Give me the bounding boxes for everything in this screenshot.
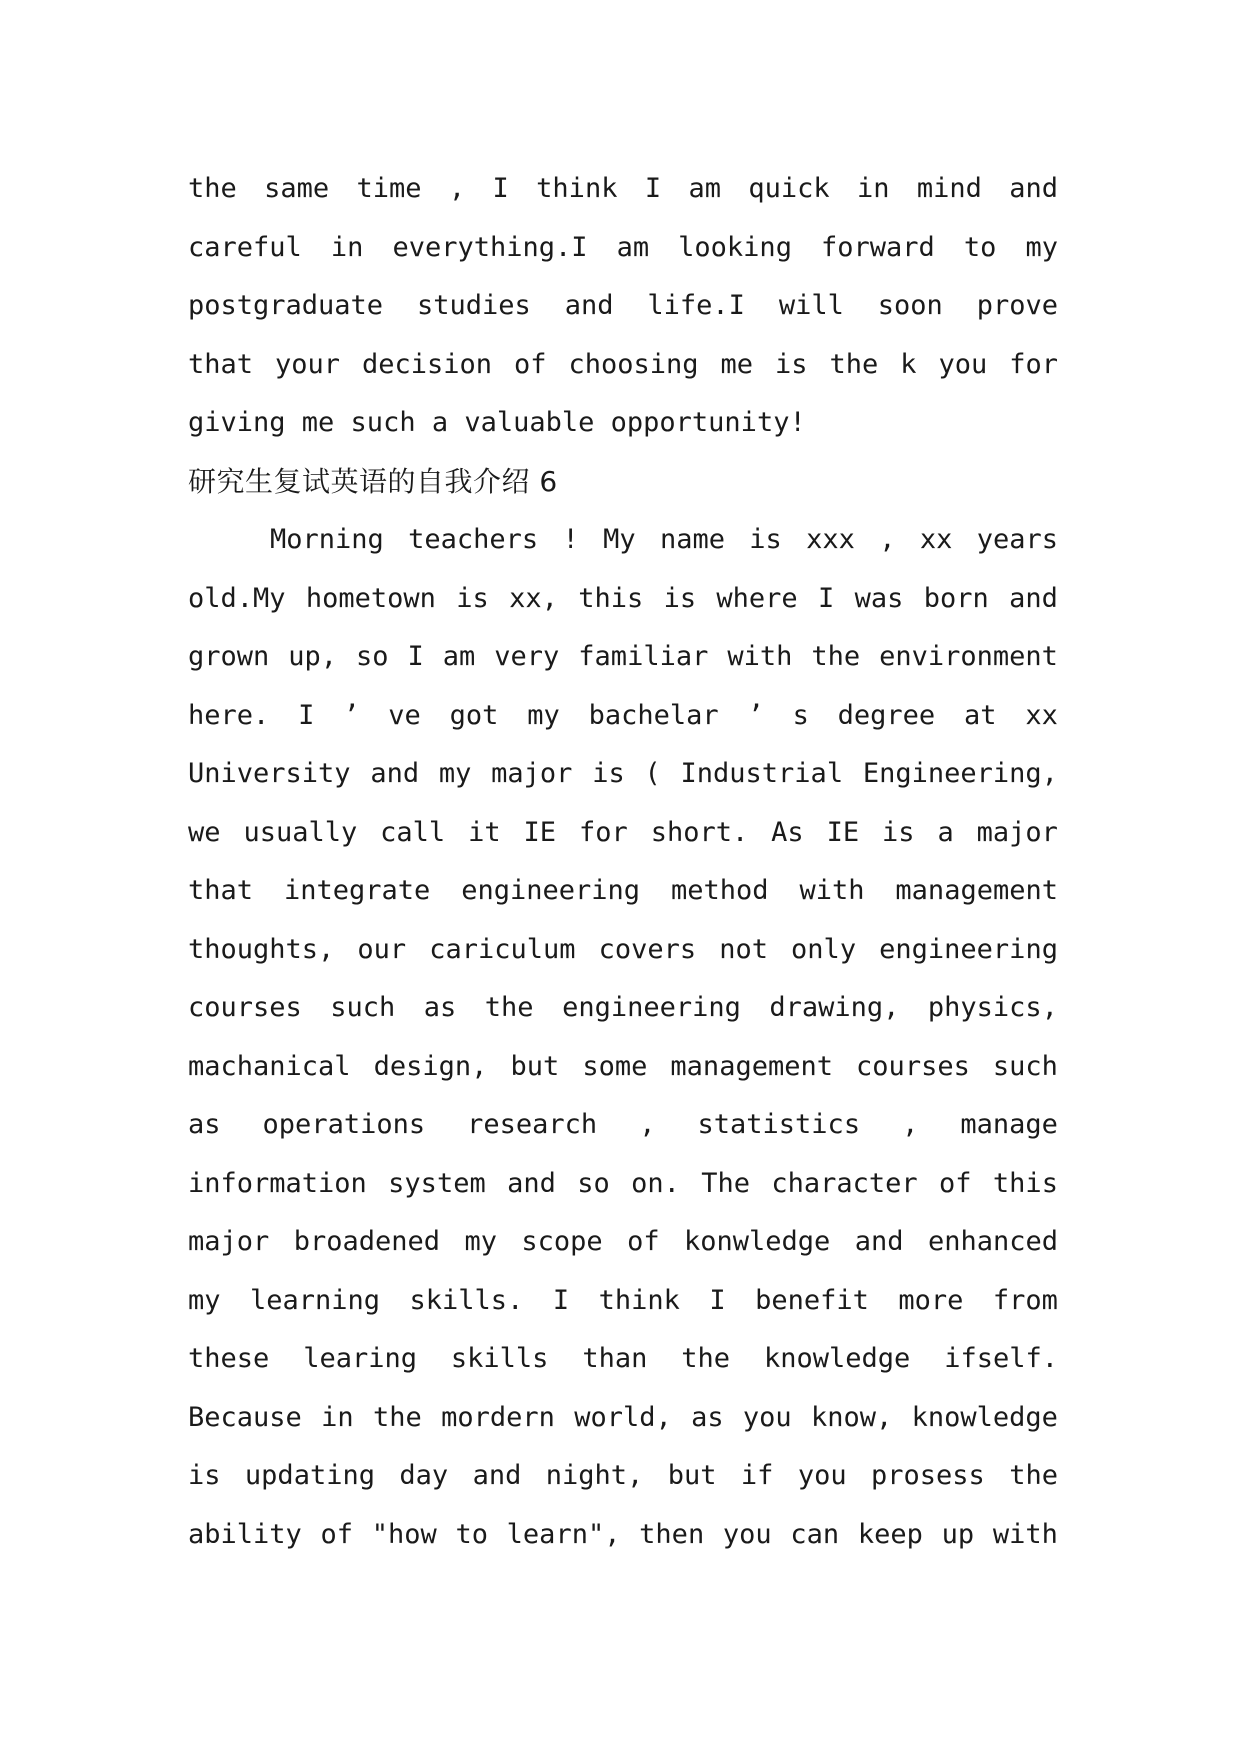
word: familiar — [578, 641, 709, 672]
paragraph-line — [188, 1506, 1058, 1565]
word: character — [771, 1167, 918, 1199]
word: it — [468, 816, 501, 848]
word: My — [603, 524, 636, 555]
word: keep — [857, 1518, 923, 1550]
word: I — [552, 1284, 570, 1316]
word: , — [879, 524, 896, 555]
word: call — [380, 816, 446, 848]
word: this — [578, 582, 644, 614]
word: if — [740, 1460, 774, 1491]
word: very — [494, 641, 560, 672]
word: to — [963, 231, 997, 263]
word: is — [188, 1460, 221, 1491]
paragraph-line — [188, 1272, 1058, 1331]
paragraph-line — [188, 687, 1058, 746]
word: only — [791, 933, 857, 965]
word: research — [467, 1109, 598, 1140]
word: our — [357, 933, 407, 965]
word: life.I — [647, 290, 745, 321]
word: of — [627, 1226, 660, 1257]
word: of — [939, 1167, 972, 1199]
paragraph-line — [188, 1330, 1058, 1389]
word: with — [992, 1518, 1058, 1550]
word: statistics — [697, 1109, 861, 1140]
word: is — [456, 582, 489, 614]
word: I — [492, 173, 509, 204]
word: time — [356, 173, 422, 204]
word: engineering — [461, 875, 641, 906]
word: soon — [877, 290, 943, 321]
word: konwledge — [684, 1226, 831, 1257]
word: that — [188, 875, 254, 906]
paragraph-line — [188, 1213, 1058, 1272]
word: at — [964, 699, 997, 731]
word: and — [472, 1460, 522, 1491]
word: you — [797, 1460, 847, 1491]
word: method — [670, 875, 769, 906]
word: As — [771, 816, 804, 848]
word: I — [644, 173, 662, 204]
word: will — [778, 290, 844, 321]
word: the — [1009, 1460, 1058, 1491]
word: learning — [250, 1284, 381, 1316]
paragraph-line — [188, 277, 1058, 336]
word: major — [976, 816, 1058, 848]
word: management — [895, 875, 1058, 906]
word: operations — [262, 1109, 426, 1140]
word: studies — [416, 290, 531, 321]
word: mind — [916, 173, 982, 204]
word: the — [188, 173, 237, 204]
word: information — [188, 1167, 367, 1199]
word: same — [264, 173, 330, 204]
word: some — [582, 1050, 648, 1082]
word: me — [720, 348, 754, 380]
word: these — [188, 1343, 270, 1374]
word: to — [455, 1518, 488, 1550]
word: you — [722, 1518, 772, 1550]
word: careful — [188, 231, 302, 263]
word: my — [464, 1226, 497, 1257]
word: machanical — [188, 1050, 351, 1082]
paragraph-line — [188, 336, 1058, 395]
word: Because — [188, 1401, 302, 1433]
word: degree — [837, 699, 936, 731]
word: The — [701, 1167, 751, 1199]
word: the — [811, 641, 861, 672]
word: , — [902, 1109, 919, 1140]
word: engineering — [879, 933, 1058, 965]
section-heading: 研究生复试英语的自我介绍 6 — [188, 464, 558, 498]
word: a — [937, 816, 954, 848]
word: the — [681, 1343, 731, 1374]
word: my — [438, 758, 472, 789]
word: postgraduate — [188, 290, 384, 321]
word: name — [659, 524, 725, 555]
word: with — [799, 875, 865, 906]
paragraph-line — [188, 1389, 1058, 1448]
paragraph-line — [188, 804, 1058, 863]
word: looking — [678, 231, 792, 263]
word: I — [298, 699, 315, 731]
word: scope — [521, 1226, 603, 1257]
word: k — [900, 348, 917, 380]
paragraph-line — [188, 1155, 1058, 1214]
word: such — [330, 992, 396, 1023]
word: my — [188, 1284, 221, 1316]
word: think — [598, 1284, 680, 1316]
word: more — [898, 1284, 964, 1316]
paragraph-line — [188, 1096, 1058, 1155]
word: the — [829, 348, 879, 380]
word: ’ — [343, 699, 360, 731]
word: my — [527, 699, 560, 731]
word: xx — [919, 524, 953, 555]
paragraph-line — [188, 921, 1058, 980]
word: , — [448, 173, 466, 204]
word: and — [1009, 582, 1058, 614]
word: ve — [388, 699, 421, 731]
word: we — [188, 816, 221, 848]
word: learn", — [506, 1518, 621, 1550]
word: "how — [371, 1518, 437, 1550]
word: I — [709, 1284, 726, 1316]
paragraph-line — [188, 219, 1058, 278]
word: I — [407, 641, 424, 672]
word: quick — [748, 173, 830, 204]
word: decision — [362, 348, 493, 380]
word: of — [514, 348, 547, 380]
word: forward — [821, 231, 935, 263]
word: enhanced — [927, 1226, 1058, 1257]
word: so — [356, 641, 389, 672]
word: engineering — [562, 992, 741, 1023]
word: design, — [373, 1050, 488, 1082]
word: short. — [650, 816, 749, 848]
word: covers — [598, 933, 697, 965]
word: the — [484, 992, 534, 1023]
word: as — [188, 1109, 221, 1140]
word: from — [992, 1284, 1058, 1316]
word: system — [388, 1167, 486, 1199]
word: Industrial — [680, 758, 844, 789]
word: as — [691, 1401, 724, 1433]
word: IE — [826, 816, 860, 848]
word: on. — [631, 1167, 680, 1199]
word: teachers — [408, 524, 539, 555]
word: manage — [960, 1109, 1058, 1140]
word: but — [510, 1050, 560, 1082]
word: cariculum — [429, 933, 576, 965]
word: here. — [188, 699, 270, 731]
word: physics, — [927, 992, 1058, 1023]
word: in — [330, 231, 364, 263]
word: major — [188, 1226, 270, 1257]
word: not — [719, 933, 768, 965]
word: everything.I — [392, 231, 588, 263]
word: drawing, — [769, 992, 900, 1023]
word: Engineering, — [862, 758, 1058, 789]
word: and — [854, 1226, 904, 1257]
word: bachelar — [588, 699, 719, 731]
word: management — [670, 1050, 833, 1082]
word: such — [992, 1050, 1058, 1082]
word: in — [321, 1401, 354, 1433]
word: prove — [976, 290, 1058, 321]
word: in — [856, 173, 890, 204]
word: you — [938, 348, 988, 380]
word: am — [688, 173, 721, 204]
word: of — [320, 1518, 354, 1550]
word: and — [370, 758, 420, 789]
word: but — [667, 1460, 717, 1491]
paragraph-line — [188, 745, 1058, 804]
word: that — [188, 348, 254, 380]
word: with — [727, 641, 793, 672]
word: University — [188, 758, 351, 789]
word: was — [854, 582, 904, 614]
word: up, — [288, 641, 338, 672]
word: ability — [188, 1518, 302, 1550]
word: ( — [644, 758, 661, 789]
word: grown — [188, 641, 270, 672]
word: knowledge — [911, 1401, 1058, 1433]
paragraph-line — [188, 628, 1058, 687]
word: up — [941, 1518, 975, 1550]
word: broadened — [293, 1226, 441, 1257]
word: and — [564, 290, 614, 321]
word: hometown — [305, 582, 436, 614]
word: ’ — [747, 699, 764, 731]
word: and — [1009, 173, 1058, 204]
word: skills. — [409, 1284, 524, 1316]
word: night, — [545, 1460, 644, 1491]
word: my — [1025, 231, 1058, 263]
word: thoughts, — [188, 933, 335, 965]
word: for — [1009, 348, 1058, 380]
word: I — [818, 582, 835, 614]
paragraph-line — [188, 1038, 1058, 1097]
word: years — [976, 524, 1058, 555]
paragraph-line — [188, 511, 1058, 570]
word: environment — [879, 641, 1058, 672]
word: ! — [562, 524, 579, 555]
word: skills — [450, 1343, 549, 1374]
word: am — [442, 641, 476, 672]
word: can — [790, 1518, 840, 1550]
word: benefit — [755, 1284, 869, 1316]
word: is — [592, 758, 625, 789]
paragraph-line: giving me such a valuable opportunity! — [188, 407, 806, 438]
word: usually — [243, 816, 358, 848]
word: know, — [811, 1401, 893, 1433]
word: is — [663, 582, 697, 614]
word: xx, — [509, 582, 558, 614]
word: is — [882, 816, 915, 848]
word: then — [639, 1518, 705, 1550]
word: world, — [574, 1401, 672, 1433]
word: Morning — [270, 524, 384, 555]
word: day — [399, 1460, 449, 1491]
word: than — [582, 1343, 648, 1374]
word: born — [923, 582, 989, 614]
word: xx — [1025, 699, 1058, 731]
word: is — [775, 348, 808, 380]
word: learing — [303, 1343, 417, 1374]
word: updating — [244, 1460, 375, 1491]
paragraph-line — [188, 160, 1058, 219]
word: s — [792, 699, 809, 731]
word: prosess — [871, 1460, 985, 1491]
word: as — [423, 992, 457, 1023]
word: choosing — [568, 348, 699, 380]
word: the — [372, 1401, 422, 1433]
paragraph-line — [188, 862, 1058, 921]
word: am — [616, 231, 650, 263]
word: integrate — [283, 875, 431, 906]
word: IE — [523, 816, 557, 848]
word: got — [449, 699, 499, 731]
word: this — [992, 1167, 1058, 1199]
word: so — [577, 1167, 610, 1199]
text-body — [188, 160, 1058, 1564]
word: courses — [856, 1050, 970, 1082]
word: for — [578, 816, 628, 848]
word: courses — [188, 992, 302, 1023]
word: xxx — [806, 524, 855, 555]
word: knowledge — [763, 1343, 911, 1374]
word: , — [639, 1109, 656, 1140]
word: you — [742, 1401, 792, 1433]
word: and — [507, 1167, 556, 1199]
word: mordern — [441, 1401, 555, 1433]
word: major — [491, 758, 573, 789]
paragraph-line — [188, 979, 1058, 1038]
word: where — [716, 582, 798, 614]
word: think — [536, 173, 618, 204]
word: your — [275, 348, 341, 380]
word: is — [749, 524, 782, 555]
paragraph-line — [188, 570, 1058, 629]
word: ifself. — [944, 1343, 1058, 1374]
word: old.My — [188, 582, 286, 614]
paragraph-line — [188, 1447, 1058, 1506]
